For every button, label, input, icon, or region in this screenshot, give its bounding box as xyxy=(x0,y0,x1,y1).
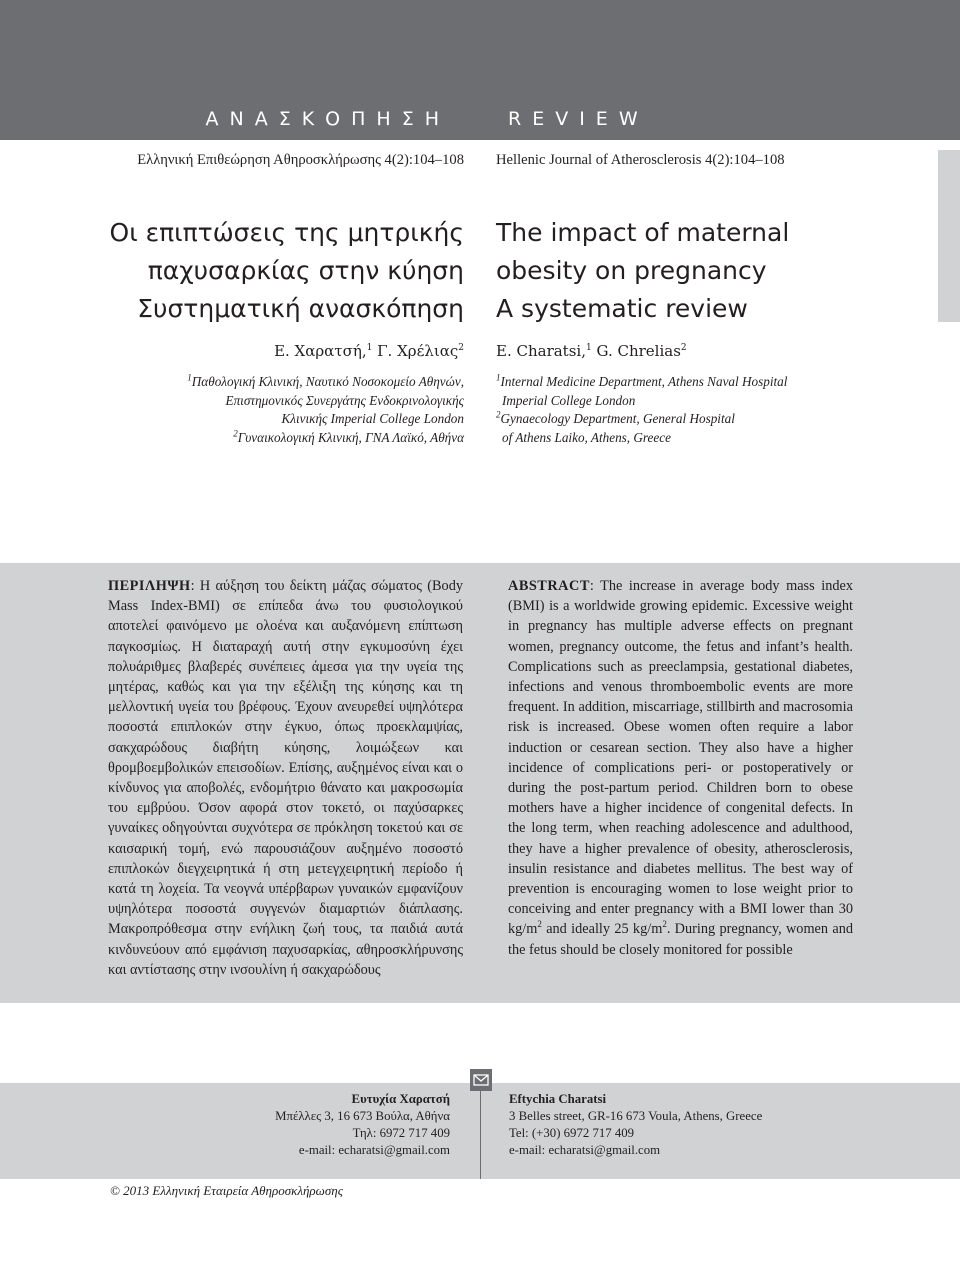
affiliation-line xyxy=(187,373,464,392)
title-line: Συστηματική ανασκόπηση xyxy=(137,294,464,323)
copyright-notice: © 2013 Ελληνική Εταιρεία Αθηροσκλήρωσης xyxy=(110,1183,343,1198)
affiliation-text: Κλινικής Imperial College London xyxy=(281,411,464,426)
abstract-greek xyxy=(108,576,463,980)
title-line: A systematic review xyxy=(496,294,748,323)
affiliations-greek xyxy=(187,373,464,447)
correspondence-phone: Τηλ: 6972 717 409 xyxy=(352,1126,450,1140)
author-affiliation-mark: 1 xyxy=(366,343,373,353)
title-line: παχυσαρκίας στην κύηση xyxy=(147,256,464,285)
mail-icon xyxy=(470,1069,492,1091)
superscript: 2 xyxy=(537,919,542,930)
correspondence-address: 3 Belles street, GR-16 673 Voula, Athens, Greece xyxy=(509,1109,763,1123)
affiliation-text: Gynaecology Department, General Hospital xyxy=(500,411,735,426)
correspondence-divider xyxy=(480,1091,481,1179)
abstract-label-greek: ΠΕΡΙΛΗΨΗ xyxy=(108,578,191,594)
author-affiliation-mark: 2 xyxy=(458,343,464,353)
title-line: The impact of maternal xyxy=(496,218,790,247)
affiliation-text: Παθολογική Κλινική, Ναυτικό Νοσοκομείο Αθηνών, xyxy=(191,374,464,389)
author-affiliation-mark: 1 xyxy=(585,343,592,353)
affiliation-mark: 1 xyxy=(496,372,501,383)
section-label-greek: ΑΝΑΣΚΟΠΗΣΗ xyxy=(205,108,450,130)
section-label-english: REVIEW xyxy=(508,108,649,130)
abstract-text-english: : The increase in average body mass index (BMI) is a worldwide growing epidemic. Excessive weight in pregnancy has multiple adverse effects on pregnant women, pregnancy outcome, the fetus and infant’s health. Complications such as preeclampsia, gestational diabetes, infections and venous thromboembolic events are more frequent. In addition, miscarriage, stillbirth and macrosomia risk is increased. Obese women often require a labor induction or cesarean section. They also have a higher incidence of complications peri- or postoperatively or during the post-partum period. Children born to obese mothers have a higher incidence of congenital defects. In the long term, when reaching adolescence and adulthood, they have a higher prevalence of obesity, atherosclerosis, insulin resistance and diabetes mellitus. The best way of prevention is encouraging women to lose weight prior to conceiving and enter pregnancy with a BMI lower than 30 kg/m xyxy=(508,578,853,938)
correspondence-english xyxy=(509,1091,762,1159)
correspondence-name: Ευτυχία Χαρατσή xyxy=(351,1092,450,1106)
affiliation-mark: 1 xyxy=(187,372,192,383)
title-line: obesity on pregnancy xyxy=(496,256,767,285)
affiliation-mark: 2 xyxy=(233,428,238,439)
author-affiliation-mark: 2 xyxy=(680,343,687,353)
affiliation-mark: 2 xyxy=(496,409,501,420)
affiliation-line xyxy=(187,392,464,411)
affiliation-line xyxy=(187,410,464,429)
title-line: Οι επιπτώσεις της μητρικής xyxy=(109,218,464,247)
affiliation-line xyxy=(496,429,787,448)
journal-citation-english: Hellenic Journal of Atherosclerosis 4(2):104–108 xyxy=(496,152,785,168)
affiliation-text: Internal Medicine Department, Athens Naval Hospital xyxy=(500,374,788,389)
affiliation-text: Imperial College London xyxy=(502,392,636,408)
correspondence-name: Eftychia Charatsi xyxy=(509,1092,607,1106)
abstract-text-greek: : Η αύξηση του δείκτη μάζας σώματος (Body Mass Index-BMI) σε επίπεδα άνω του φυσιολογικού αποτελεί φαινόμενο με ολοένα και αυξανόμενη επίπτωση παγκοσμίως. Η διαταραχή αυτή στην εγκυμοσύνη έχει πολυάριθμες βλαβερές συνέπειες άμεσα για την υγεία της μητέρας, καθώς και για την εξέλιξη της κύησης και τη μελλοντική υγεία του βρέφους. Έχουν ανευρεθεί υψηλότερα ποσοστά επιπλοκών στην έγκυο, όπως προεκλαμψίας, σακχαρώδους διαβήτη κύησης, λοιμώξεων και θρομβοεμβολικών επεισοδίων. Επίσης, αυξημένος είναι και ο κίνδυνος για αποβολές, ενδομήτριο θάνατο και μακροσωμία του εμβρύου. Όσον αφορά στον τοκετό, οι παχύσαρκες γυναίκες οδηγούνται συχνότερα σε πρόκληση τοκετού και σε καισαρική τομή, ενώ παρουσιάζουν αυξημένο ποσοστό επιπλοκών διεγχειρητικά ή στη μετεγχειρητική περίοδο ή κατά τη λοχεία. Τα νεογνά υπέρβαρων γυναικών εμφανίζουν υψηλότερα ποσοστά συγγενών διαμαρτιών διάπλασης. Μακροπρόθεσμα στην ενήλικη ζωή τους, τα παιδιά αυτά κινδυνεύουν από εμφάνιση παχυσαρκίας, αθηροσκλήρυνσης και αντίστασης στην ινσουλίνη ή σακχαρώδους xyxy=(108,578,463,978)
journal-citation-greek: Ελληνική Επιθεώρηση Αθηροσκλήρωσης 4(2):104–108 xyxy=(137,152,464,168)
affiliation-line xyxy=(187,429,464,448)
side-tab xyxy=(938,150,960,322)
abstract-label-english: ABSTRACT xyxy=(508,578,590,594)
affiliations-english xyxy=(496,373,787,447)
correspondence-phone: Tel: (+30) 6972 717 409 xyxy=(509,1126,635,1140)
abstract-text-english: and ideally 25 kg/m xyxy=(541,921,663,938)
author-name: Ε. Χαρατσή, xyxy=(274,342,367,360)
abstract-english xyxy=(508,576,853,960)
affiliation-line xyxy=(496,373,787,392)
article-title-english xyxy=(496,214,789,328)
authors-english xyxy=(496,342,687,360)
correspondence-address: Μπέλλες 3, 16 673 Βούλα, Αθήνα xyxy=(275,1109,450,1123)
author-name: G. Chrelias xyxy=(596,342,681,360)
authors-greek xyxy=(274,342,464,360)
correspondence-email: e-mail: echaratsi@gmail.com xyxy=(298,1143,450,1157)
affiliation-line xyxy=(496,392,787,411)
superscript: 2 xyxy=(662,919,667,930)
affiliation-text: Επιστημονικός Συνεργάτης Ενδοκρινολογικής xyxy=(225,392,464,408)
correspondence-email: e-mail: echaratsi@gmail.com xyxy=(509,1143,661,1157)
correspondence-greek xyxy=(275,1091,450,1159)
author-name: Γ. Χρέλιας xyxy=(377,342,459,360)
author-name: E. Charatsi, xyxy=(496,342,586,360)
affiliation-text: of Athens Laiko, Athens, Greece xyxy=(502,429,671,445)
header-band xyxy=(0,0,960,140)
affiliation-text: Γυναικολογική Κλινική, ΓΝΑ Λαϊκό, Αθήνα xyxy=(237,429,464,445)
affiliation-line xyxy=(496,410,787,429)
article-title-greek xyxy=(110,214,464,328)
abstract-text-english: . During pregnancy, women and the fetus should be closely monitored for possible xyxy=(508,921,853,958)
